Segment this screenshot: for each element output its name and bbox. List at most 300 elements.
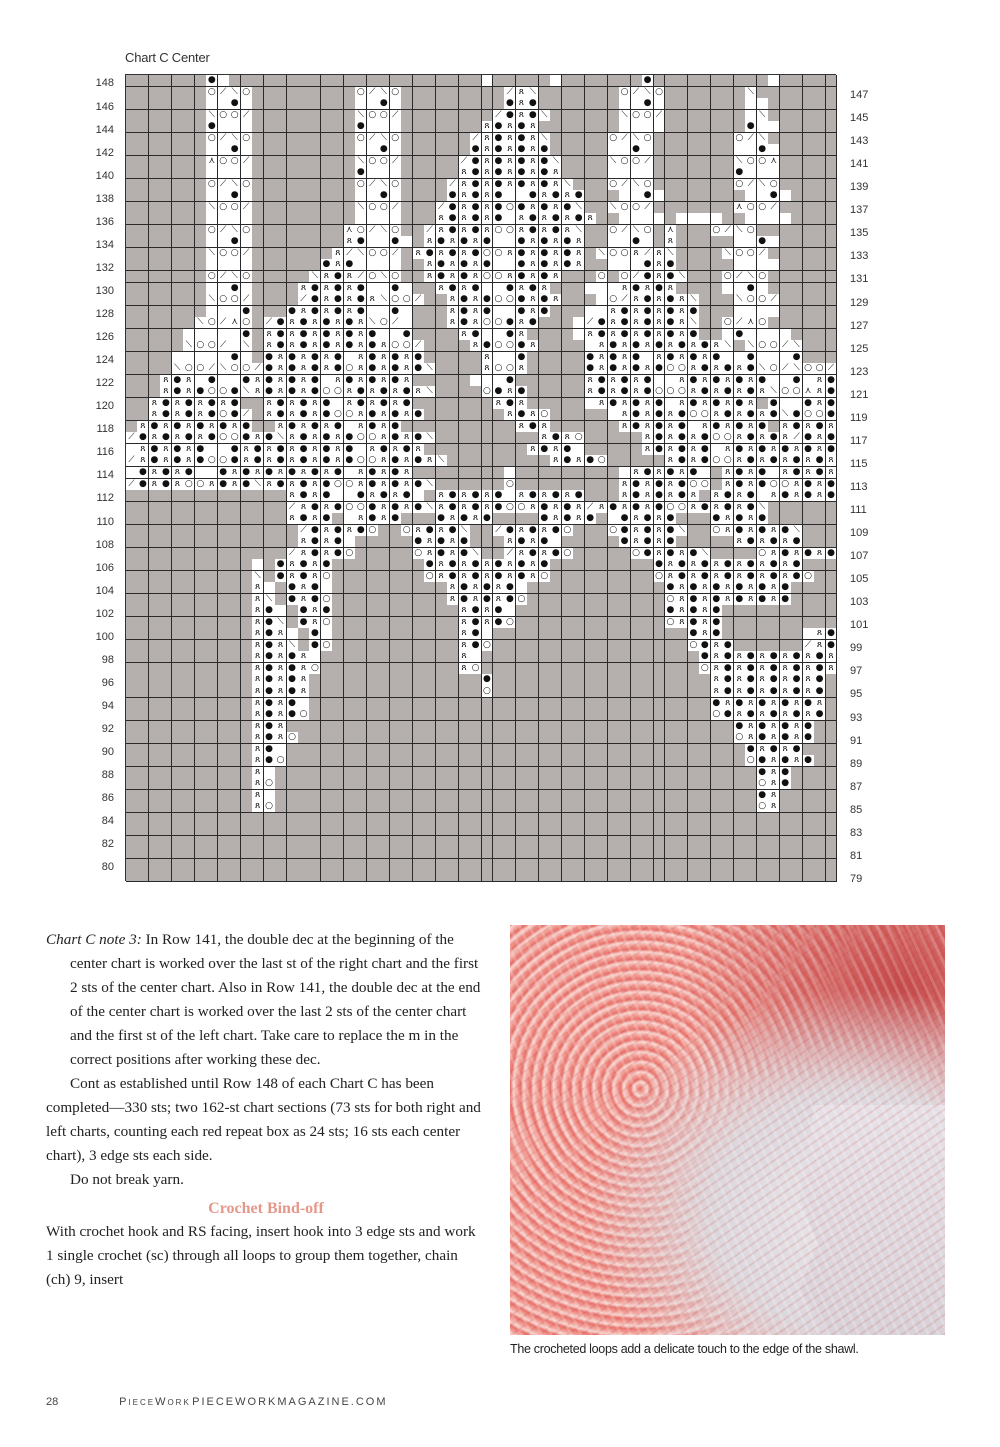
chart-cell-empty: [332, 75, 344, 87]
chart-cell-empty: [654, 617, 666, 629]
chart-cell-stitch: ●: [447, 190, 459, 202]
chart-cell-empty: [160, 363, 172, 375]
chart-cell-empty: [298, 790, 310, 802]
chart-cell-stitch: ጸ: [504, 179, 516, 191]
chart-cell-stitch: ጸ: [332, 329, 344, 341]
chart-cell-empty: [585, 110, 597, 122]
chart-cell-empty: [160, 732, 172, 744]
chart-cell-empty: [493, 847, 505, 859]
chart-cell-empty: [585, 698, 597, 710]
chart-cell-empty: [470, 813, 482, 825]
chart-cell-stitch: ○: [321, 571, 333, 583]
chart-cell-stitch: ○: [711, 709, 723, 721]
chart-cell-empty: [562, 801, 574, 813]
chart-cell-empty: [539, 640, 551, 652]
chart-cell-empty: [447, 870, 459, 882]
chart-cell-stitch: ጸ: [688, 490, 700, 502]
chart-cell-empty: [688, 248, 700, 260]
chart-cell-stitch: ጸ: [470, 594, 482, 606]
chart-cell-stitch: ●: [688, 352, 700, 364]
chart-cell-stitch: ○: [608, 248, 620, 260]
chart-cell-empty: [596, 559, 608, 571]
chart-cell-stitch: ጸ: [355, 375, 367, 387]
chart-cell-empty: [470, 110, 482, 122]
chart-cell-stitch: ○: [504, 479, 516, 491]
chart-cell-stitch: ●: [459, 317, 471, 329]
chart-cell-stitch: ●: [264, 709, 276, 721]
chart-cell-stitch: ●: [631, 421, 643, 433]
chart-cell-stitch: [768, 144, 780, 156]
chart-cell-stitch: ጸ: [688, 386, 700, 398]
chart-cell-empty: [527, 847, 539, 859]
chart-cell-empty: [344, 801, 356, 813]
chart-cell-stitch: [596, 306, 608, 318]
chart-cell-empty: [287, 213, 299, 225]
chart-cell-empty: [562, 421, 574, 433]
chart-cell-stitch: [745, 306, 757, 318]
chart-cell-stitch: ○: [206, 87, 218, 99]
chart-cell-stitch: ●: [688, 617, 700, 629]
chart-cell-empty: [195, 548, 207, 560]
chart-cell-stitch: [390, 121, 402, 133]
chart-cell-empty: [803, 225, 815, 237]
chart-cell-empty: [424, 306, 436, 318]
chart-cell-stitch: ●: [195, 444, 207, 456]
chart-cell-stitch: ●: [321, 444, 333, 456]
chart-cell-stitch: ○: [631, 202, 643, 214]
chart-cell-empty: [137, 870, 149, 882]
chart-cell-stitch: ●: [814, 663, 826, 675]
chart-cell-empty: [252, 190, 264, 202]
chart-cell-stitch: [757, 283, 769, 295]
chart-cell-empty: [676, 651, 688, 663]
chart-cell-empty: [482, 801, 494, 813]
chart-cell-stitch: ጸ: [768, 525, 780, 537]
chart-cell-stitch: ●: [688, 306, 700, 318]
chart-cell-empty: [608, 548, 620, 560]
chart-cell-empty: [264, 490, 276, 502]
chart-cell-empty: [401, 847, 413, 859]
chart-cell-stitch: ●: [562, 248, 574, 260]
chart-cell-empty: [126, 709, 138, 721]
chart-cell-stitch: ⟍: [734, 294, 746, 306]
chart-cell-stitch: ○: [757, 202, 769, 214]
chart-cell-empty: [676, 248, 688, 260]
chart-cell-empty: [160, 306, 172, 318]
chart-cell-stitch: ጸ: [516, 398, 528, 410]
chart-cell-empty: [149, 686, 161, 698]
chart-cell-stitch: [642, 121, 654, 133]
chart-cell-stitch: ●: [722, 502, 734, 514]
chart-cell-empty: [183, 870, 195, 882]
chart-cell-empty: [757, 75, 769, 87]
chart-cell-empty: [539, 594, 551, 606]
chart-cell-empty: [229, 755, 241, 767]
chart-cell-empty: [654, 663, 666, 675]
chart-cell-empty: [539, 375, 551, 387]
chart-cell-stitch: ጸ: [780, 663, 792, 675]
chart-cell-empty: [757, 824, 769, 836]
chart-cell-empty: [287, 156, 299, 168]
chart-cell-stitch: ○: [390, 133, 402, 145]
chart-cell-empty: [413, 594, 425, 606]
chart-cell-stitch: ●: [676, 340, 688, 352]
chart-cell-empty: [734, 778, 746, 790]
chart-cell-empty: [562, 398, 574, 410]
chart-cell-empty: [195, 144, 207, 156]
chart-cell-empty: [539, 87, 551, 99]
chart-cell-empty: [195, 674, 207, 686]
chart-cell-empty: [826, 513, 838, 525]
chart-cell-stitch: ●: [344, 432, 356, 444]
chart-cell-empty: [585, 732, 597, 744]
chart-cell-empty: [436, 190, 448, 202]
chart-cell-empty: [814, 213, 826, 225]
chart-cell-empty: [516, 824, 528, 836]
chart-cell-stitch: ጸ: [631, 467, 643, 479]
chart-cell-empty: [321, 213, 333, 225]
chart-cell-stitch: ●: [195, 455, 207, 467]
chart-cell-empty: [229, 663, 241, 675]
chart-cell-empty: [126, 605, 138, 617]
chart-cell-empty: [642, 801, 654, 813]
chart-cell-stitch: ጸ: [631, 386, 643, 398]
chart-cell-empty: [596, 467, 608, 479]
chart-cell-empty: [608, 767, 620, 779]
chart-cell-empty: [149, 167, 161, 179]
chart-cell-stitch: ●: [791, 352, 803, 364]
chart-cell-empty: [160, 202, 172, 214]
chart-cell-empty: [688, 836, 700, 848]
chart-cell-empty: [596, 75, 608, 87]
chart-cell-empty: [252, 317, 264, 329]
chart-cell-empty: [722, 836, 734, 848]
chart-cell-stitch: ○: [745, 202, 757, 214]
chart-cell-empty: [780, 98, 792, 110]
chart-cell-empty: [722, 87, 734, 99]
chart-cell-stitch: ●: [745, 571, 757, 583]
chart-cell-stitch: ጸ: [482, 363, 494, 375]
chart-cell-empty: [768, 283, 780, 295]
chart-cell-empty: [459, 444, 471, 456]
chart-cell-stitch: ●: [229, 398, 241, 410]
chart-cell-empty: [608, 490, 620, 502]
row-label: 101: [850, 619, 869, 632]
chart-cell-empty: [814, 859, 826, 871]
chart-cell-stitch: ●: [264, 386, 276, 398]
chart-cell-empty: [516, 709, 528, 721]
chart-cell-empty: [355, 732, 367, 744]
chart-cell-stitch: ●: [298, 398, 310, 410]
chart-cell-empty: [573, 744, 585, 756]
chart-cell-empty: [195, 156, 207, 168]
chart-cell-empty: [550, 732, 562, 744]
chart-cell-empty: [527, 767, 539, 779]
chart-cell-empty: [459, 870, 471, 882]
chart-cell-empty: [470, 801, 482, 813]
chart-cell-empty: [803, 778, 815, 790]
chart-cell-empty: [493, 421, 505, 433]
chart-cell-empty: [768, 836, 780, 848]
chart-cell-empty: [183, 490, 195, 502]
chart-cell-stitch: ⟋: [218, 179, 230, 191]
chart-cell-empty: [493, 98, 505, 110]
chart-cell-stitch: [206, 259, 218, 271]
chart-cell-empty: [436, 306, 448, 318]
chart-cell-stitch: ጸ: [309, 513, 321, 525]
chart-cell-empty: [401, 213, 413, 225]
chart-cell-stitch: ●: [355, 294, 367, 306]
chart-cell-empty: [608, 605, 620, 617]
chart-cell-empty: [401, 709, 413, 721]
chart-cell-empty: [780, 859, 792, 871]
chart-cell-empty: [562, 698, 574, 710]
chart-cell-empty: [459, 363, 471, 375]
chart-cell-stitch: ●: [516, 352, 528, 364]
chart-cell-stitch: [229, 375, 241, 387]
chart-cell-empty: [367, 859, 379, 871]
chart-cell-empty: [493, 709, 505, 721]
chart-cell-empty: [332, 744, 344, 756]
chart-cell-stitch: ●: [516, 259, 528, 271]
chart-cell-stitch: ጸ: [722, 594, 734, 606]
chart-cell-empty: [206, 502, 218, 514]
chart-cell-stitch: ○: [757, 778, 769, 790]
chart-cell-empty: [390, 732, 402, 744]
chart-cell-stitch: ●: [780, 778, 792, 790]
chart-cell-empty: [160, 698, 172, 710]
chart-cell-stitch: ●: [516, 271, 528, 283]
chart-cell-stitch: ●: [355, 167, 367, 179]
chart-cell-stitch: ጸ: [172, 467, 184, 479]
chart-cell-stitch: ●: [608, 340, 620, 352]
chart-cell-stitch: ጸ: [527, 248, 539, 260]
chart-cell-stitch: ጸ: [665, 340, 677, 352]
chart-cell-empty: [527, 744, 539, 756]
chart-cell-stitch: ●: [642, 98, 654, 110]
chart-cell-empty: [516, 513, 528, 525]
chart-cell-stitch: ○: [493, 294, 505, 306]
chart-cell-stitch: ⟍: [596, 248, 608, 260]
chart-cell-empty: [573, 790, 585, 802]
chart-cell-empty: [126, 179, 138, 191]
chart-cell-empty: [665, 870, 677, 882]
chart-cell-stitch: ●: [654, 502, 666, 514]
chart-cell-stitch: ጸ: [504, 271, 516, 283]
chart-cell-empty: [137, 721, 149, 733]
chart-cell-stitch: [401, 317, 413, 329]
chart-cell-stitch: ጸ: [676, 398, 688, 410]
chart-cell-empty: [195, 847, 207, 859]
chart-cell-empty: [688, 813, 700, 825]
chart-cell-empty: [447, 133, 459, 145]
chart-cell-empty: [344, 709, 356, 721]
chart-cell-empty: [676, 75, 688, 87]
chart-cell-stitch: ጸ: [665, 421, 677, 433]
chart-cell-stitch: ጸ: [745, 421, 757, 433]
chart-cell-stitch: ጸ: [344, 271, 356, 283]
chart-cell-stitch: ●: [137, 479, 149, 491]
chart-cell-empty: [688, 686, 700, 698]
chart-cell-empty: [711, 767, 723, 779]
chart-cell-stitch: ⟋: [722, 225, 734, 237]
chart-cell-empty: [137, 801, 149, 813]
chart-cell-empty: [826, 202, 838, 214]
chart-cell-empty: [241, 778, 253, 790]
chart-cell-empty: [791, 190, 803, 202]
chart-cell-stitch: ጸ: [539, 548, 551, 560]
chart-cell-stitch: ⋏: [734, 202, 746, 214]
chart-cell-empty: [195, 536, 207, 548]
chart-cell-empty: [757, 87, 769, 99]
chart-cell-stitch: ●: [447, 202, 459, 214]
chart-cell-stitch: ጸ: [309, 340, 321, 352]
chart-cell-empty: [734, 847, 746, 859]
chart-cell-empty: [183, 144, 195, 156]
chart-cell-stitch: ●: [309, 375, 321, 387]
chart-cell-stitch: ●: [459, 582, 471, 594]
chart-cell-empty: [252, 548, 264, 560]
chart-cell-stitch: [264, 767, 276, 779]
chart-cell-stitch: ○: [562, 525, 574, 537]
chart-cell-empty: [332, 98, 344, 110]
chart-cell-stitch: ●: [218, 479, 230, 491]
chart-cell-empty: [550, 767, 562, 779]
chart-cell-empty: [195, 259, 207, 271]
chart-cell-empty: [309, 847, 321, 859]
magazine-url[interactable]: PIECEWORKMAGAZINE.COM: [192, 1396, 388, 1408]
chart-cell-stitch: ጸ: [642, 432, 654, 444]
chart-cell-empty: [218, 663, 230, 675]
chart-cell-stitch: ●: [780, 444, 792, 456]
chart-cell-stitch: ጸ: [424, 455, 436, 467]
chart-cell-empty: [172, 605, 184, 617]
chart-cell-stitch: ⟋: [470, 133, 482, 145]
chart-cell-stitch: ጸ: [562, 225, 574, 237]
chart-cell-empty: [676, 767, 688, 779]
chart-cell-stitch: ●: [149, 444, 161, 456]
chart-cell-empty: [562, 133, 574, 145]
chart-cell-stitch: ጸ: [287, 398, 299, 410]
chart-cell-stitch: ○: [218, 110, 230, 122]
chart-cell-stitch: ጸ: [459, 571, 471, 583]
chart-cell-stitch: ⟍: [378, 294, 390, 306]
chart-cell-empty: [206, 490, 218, 502]
chart-cell-empty: [332, 617, 344, 629]
chart-cell-empty: [287, 248, 299, 260]
chart-cell-empty: [539, 317, 551, 329]
chart-cell-stitch: ጸ: [631, 294, 643, 306]
chart-cell-empty: [665, 744, 677, 756]
chart-cell-empty: [676, 513, 688, 525]
chart-cell-empty: [298, 98, 310, 110]
chart-cell-empty: [665, 813, 677, 825]
chart-cell-stitch: ጸ: [711, 363, 723, 375]
chart-cell-stitch: ●: [745, 744, 757, 756]
chart-cell-empty: [504, 732, 516, 744]
chart-cell-empty: [665, 859, 677, 871]
chart-cell-empty: [459, 432, 471, 444]
chart-cell-stitch: ○: [344, 363, 356, 375]
chart-cell-empty: [206, 744, 218, 756]
chart-cell-empty: [160, 640, 172, 652]
chart-cell-stitch: [757, 121, 769, 133]
chart-cell-empty: [298, 813, 310, 825]
chart-cell-stitch: ●: [241, 432, 253, 444]
chart-cell-empty: [470, 847, 482, 859]
chart-cell-stitch: ○: [608, 133, 620, 145]
chart-cell-stitch: ጸ: [332, 248, 344, 260]
chart-cell-empty: [573, 663, 585, 675]
chart-cell-empty: [355, 651, 367, 663]
chart-cell-empty: [218, 571, 230, 583]
chart-cell-stitch: [367, 121, 379, 133]
chart-cell-empty: [298, 179, 310, 191]
chart-cell-stitch: [126, 467, 138, 479]
chart-cell-stitch: ○: [241, 363, 253, 375]
chart-cell-empty: [378, 663, 390, 675]
chart-cell-stitch: ጸ: [768, 721, 780, 733]
chart-cell-empty: [344, 179, 356, 191]
chart-cell-empty: [401, 202, 413, 214]
chart-cell-empty: [826, 686, 838, 698]
chart-cell-stitch: ጸ: [757, 432, 769, 444]
chart-cell-empty: [780, 271, 792, 283]
chart-cell-empty: [183, 744, 195, 756]
chart-cell-empty: [596, 813, 608, 825]
chart-cell-empty: [676, 870, 688, 882]
chart-cell-stitch: ⟍: [631, 225, 643, 237]
chart-cell-empty: [470, 767, 482, 779]
chart-cell-stitch: ጸ: [676, 548, 688, 560]
chart-cell-stitch: ●: [298, 559, 310, 571]
chart-cell-stitch: ●: [298, 329, 310, 341]
chart-cell-stitch: ○: [332, 409, 344, 421]
chart-cell-empty: [619, 628, 631, 640]
chart-cell-stitch: ጸ: [390, 398, 402, 410]
chart-cell-stitch: [206, 467, 218, 479]
chart-cell-empty: [608, 801, 620, 813]
chart-cell-stitch: ●: [332, 271, 344, 283]
chart-cell-empty: [745, 824, 757, 836]
chart-cell-stitch: ጸ: [298, 363, 310, 375]
chart-cell-empty: [573, 467, 585, 479]
chart-cell-stitch: ጸ: [378, 352, 390, 364]
chart-cell-empty: [539, 859, 551, 871]
chart-cell-empty: [172, 525, 184, 537]
chart-cell-stitch: ●: [183, 432, 195, 444]
chart-cell-stitch: ●: [309, 502, 321, 514]
chart-cell-empty: [390, 813, 402, 825]
chart-cell-empty: [436, 144, 448, 156]
chart-cell-stitch: ጸ: [470, 306, 482, 318]
chart-cell-empty: [562, 306, 574, 318]
chart-cell-empty: [264, 259, 276, 271]
chart-cell-empty: [424, 317, 436, 329]
chart-cell-stitch: ○: [275, 755, 287, 767]
chart-cell-stitch: [218, 259, 230, 271]
chart-cell-stitch: ●: [654, 363, 666, 375]
chart-cell-empty: [585, 179, 597, 191]
chart-cell-empty: [378, 870, 390, 882]
chart-cell-stitch: ●: [814, 651, 826, 663]
chart-cell-stitch: ጸ: [504, 248, 516, 260]
chart-cell-stitch: ጸ: [413, 444, 425, 456]
chart-cell-stitch: ጸ: [814, 398, 826, 410]
chart-cell-stitch: ●: [287, 698, 299, 710]
chart-cell-empty: [826, 317, 838, 329]
chart-cell-empty: [287, 259, 299, 271]
